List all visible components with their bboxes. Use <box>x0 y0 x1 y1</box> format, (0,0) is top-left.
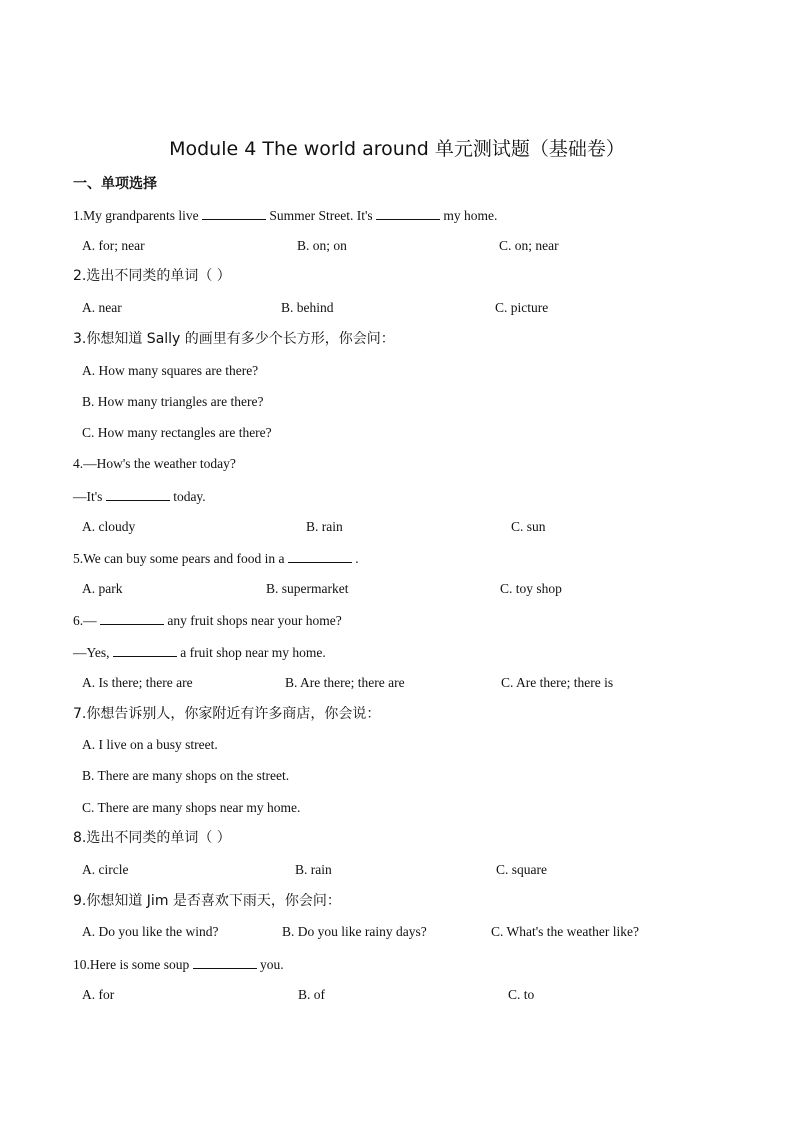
question-4-option-b[interactable]: B. rain <box>306 519 343 534</box>
question-1-text-pre: 1.My grandparents live <box>73 208 202 223</box>
question-6-option-a[interactable]: A. Is there; there are <box>82 675 193 690</box>
question-4-option-a[interactable]: A. cloudy <box>82 519 136 534</box>
question-7-option-b[interactable]: B. There are many shops on the street. <box>82 768 290 783</box>
question-3-stem: 3.你想知道 Sally 的画里有多少个长方形，你会问： <box>73 331 395 347</box>
question-7-stem: 7.你想告诉别人，你家附近有许多商店，你会说： <box>73 706 381 722</box>
question-9-stem: 9.你想知道 Jim 是否喜欢下雨天，你会问： <box>73 893 341 909</box>
question-2-option-b[interactable]: B. behind <box>281 300 334 315</box>
question-10-option-a[interactable]: A. for <box>82 987 115 1002</box>
question-7-option-c[interactable]: C. There are many shops near my home. <box>82 800 301 815</box>
answer-blank <box>113 643 177 657</box>
question-10-option-c[interactable]: C. to <box>508 987 535 1002</box>
answer-blank <box>193 955 257 969</box>
question-1-text-post: my home. <box>443 208 498 223</box>
question-5-text-post: . <box>355 551 359 566</box>
answer-blank <box>106 487 170 501</box>
question-6-option-c[interactable]: C. Are there; there is <box>501 675 614 690</box>
question-1-option-b[interactable]: B. on; on <box>297 238 347 253</box>
question-10 <box>73 955 284 974</box>
question-6-stem-post: any fruit shops near your home? <box>167 613 342 628</box>
question-3-option-c[interactable]: C. How many rectangles are there? <box>82 425 272 440</box>
question-6-response-post: a fruit shop near my home. <box>180 645 326 660</box>
answer-blank <box>288 549 352 563</box>
question-5-option-a[interactable]: A. park <box>82 581 123 596</box>
question-1-option-a[interactable]: A. for; near <box>82 238 145 253</box>
question-4-response <box>73 487 206 506</box>
question-4-response-post: today. <box>173 489 206 504</box>
question-6-response-pre: —Yes, <box>73 645 113 660</box>
question-2-stem: 2.选出不同类的单词（ ） <box>73 268 231 284</box>
answer-blank <box>100 611 164 625</box>
question-8-option-c[interactable]: C. square <box>496 862 547 877</box>
question-4-stem: 4.—How's the weather today? <box>73 456 236 471</box>
question-8-option-b[interactable]: B. rain <box>295 862 332 877</box>
question-2-option-c[interactable]: C. picture <box>495 300 549 315</box>
question-4-response-pre: —It's <box>73 489 106 504</box>
question-9-option-c[interactable]: C. What's the weather like? <box>491 924 640 939</box>
question-1-text-mid: Summer Street. It's <box>269 208 377 223</box>
question-5-option-c[interactable]: C. toy shop <box>500 581 562 596</box>
question-10-text-post: you. <box>259 957 284 972</box>
question-2-option-a[interactable]: A. near <box>82 300 122 315</box>
question-1 <box>73 206 497 225</box>
question-5-text-pre: 5.We can buy some pears and food in a <box>73 551 288 566</box>
question-1-option-c[interactable]: C. on; near <box>499 238 559 253</box>
question-10-option-b[interactable]: B. of <box>298 987 325 1002</box>
question-6-option-b[interactable]: B. Are there; there are <box>285 675 405 690</box>
question-6-response <box>73 643 326 662</box>
question-3-option-a[interactable]: A. How many squares are there? <box>82 363 259 378</box>
question-9-option-a[interactable]: A. Do you like the wind? <box>82 924 219 939</box>
answer-blank <box>202 206 266 220</box>
question-10-text-pre: 10.Here is some soup <box>73 957 193 972</box>
answer-blank <box>376 206 440 220</box>
question-5 <box>73 549 359 568</box>
question-8-option-a[interactable]: A. circle <box>82 862 129 877</box>
question-7-option-a[interactable]: A. I live on a busy street. <box>82 737 218 752</box>
question-9-option-b[interactable]: B. Do you like rainy days? <box>282 924 427 939</box>
question-6-stem-pre: 6.— <box>73 613 97 628</box>
question-6-stem <box>73 611 342 630</box>
question-3-option-b[interactable]: B. How many triangles are there? <box>82 394 264 409</box>
question-4-option-c[interactable]: C. sun <box>511 519 546 534</box>
question-5-option-b[interactable]: B. supermarket <box>266 581 349 596</box>
section-heading: 一、单项选择 <box>73 176 157 192</box>
question-8-stem: 8.选出不同类的单词（ ） <box>73 830 231 846</box>
page-title: Module 4 The world around 单元测试题（基础卷） <box>169 138 625 160</box>
